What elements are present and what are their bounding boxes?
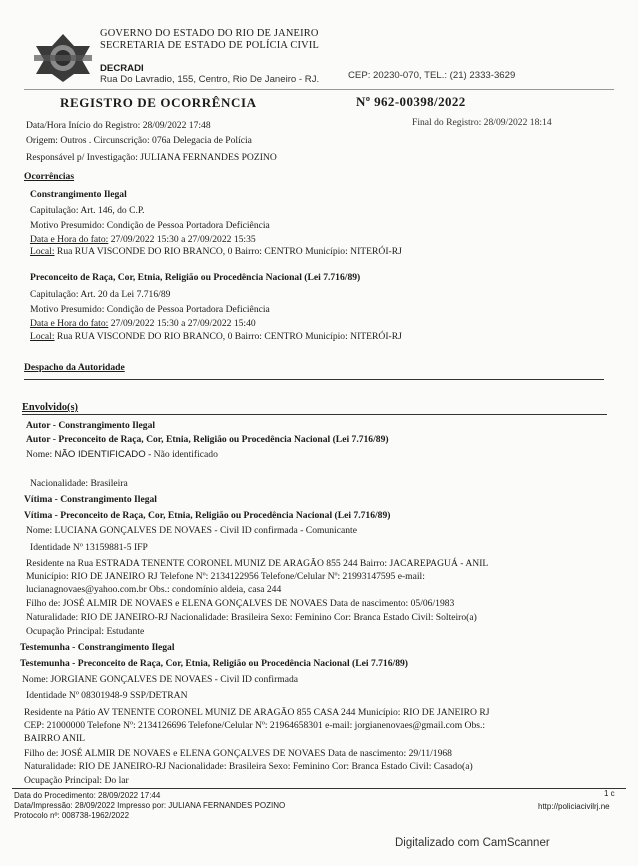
footer-procedimento: Data do Procedimento: 28/09/2022 17:44 <box>14 791 161 800</box>
testemunha-ocupacao: Ocupação Principal: Do lar <box>24 775 129 786</box>
footer-url: http://policiacivilrj.ne <box>538 802 610 811</box>
testemunha-nome: Nome: JORGIANE GONÇALVES DE NOVAES - Civil ID confirmada <box>22 674 299 685</box>
vitima-residencia-3: lucianagnovaes@yahoo.com.br Obs.: condomínio aldeia, casa 244 <box>26 584 282 595</box>
vitima-ocupacao: Ocupação Principal: Estudante <box>26 626 145 637</box>
testemunha-filiacao: Filho de: JOSÉ ALMIR DE NOVAES e ELENA GONÇALVES DE NOVAES Data de nascimento: 29/11/1968 <box>24 748 452 759</box>
ocorrencia-2-capitulacao: Capitulação: Art. 20 da Lei 7.716/89 <box>30 289 171 300</box>
footer-protocolo: Protocolo nº: 008738-1962/2022 <box>14 811 130 820</box>
ocorrencia-2-data: Data e Hora do fato: 27/09/2022 15:30 a 27/09/2022 15:40 <box>30 318 256 329</box>
autor-2: Autor - Preconceito de Raça, Cor, Etnia, Religião ou Procedência Nacional (Lei 7.716/89) <box>26 434 389 445</box>
autor-1: Autor - Constrangimento Ilegal <box>26 420 156 431</box>
testemunha-naturalidade: Naturalidade: RIO DE JANEIRO-RJ Nacionalidade: Brasileira Sexo: Feminino Cor: Branca Estado Civil: Casado(a) <box>24 761 473 772</box>
envolvidos-rule <box>22 414 607 415</box>
meta-responsavel: Responsável p/ Investigação: JULIANA FERNANDES POZINO <box>26 152 277 163</box>
testemunha-residencia-3: BAIRRO ANIL <box>24 733 86 744</box>
ocorrencia-1-capitulacao: Capitulação: Art. 146, do C.P. <box>30 205 145 216</box>
vitima-residencia-2: Município: RIO DE JANEIRO RJ Telefone Nº: 2134122956 Telefone/Celular Nº: 21993147595 e-mail: <box>26 571 425 582</box>
vitima-filiacao: Filho de: JOSÉ ALMIR DE NOVAES e ELENA GONÇALVES DE NOVAES Data de nascimento: 05/06/1983 <box>26 598 455 609</box>
testemunha-identidade: Identidade Nº 08301948-9 SSP/DETRAN <box>26 690 188 701</box>
ocorrencia-1-motivo: Motivo Presumido: Condição de Pessoa Portadora Deficiência <box>30 220 270 231</box>
camscanner-watermark: Digitalizado com CamScanner <box>395 837 550 849</box>
ocorrencia-1-data: Data e Hora do fato: 27/09/2022 15:30 a 27/09/2022 15:35 <box>30 234 256 245</box>
vitima-2: Vítima - Preconceito de Raça, Cor, Etnia, Religião ou Procedência Nacional (Lei 7.716/89) <box>24 510 391 521</box>
header-address: Rua Do Lavradio, 155, Centro, Rio De Janeiro - RJ. <box>100 74 320 85</box>
despacho-rule <box>24 379 604 380</box>
meta-origem: Origem: Outros . Circunscrição: 076a Delegacia de Polícia <box>26 135 252 146</box>
autor-nome: Nome: NÃO IDENTIFICADO - Não identificado <box>26 449 218 460</box>
vitima-1: Vítima - Constrangimento Ilegal <box>24 494 157 505</box>
autor-nacionalidade: Nacionalidade: Brasileira <box>30 478 128 489</box>
header-cep-tel: CEP: 20230-070, TEL.: (21) 2333-3629 <box>348 70 516 81</box>
testemunha-residencia-2: CEP: 21000000 Telefone Nº: 2134126696 Telefone/Celular Nº: 21964658301 e-mail: jorgianenovaes@gmail.com Obs.: <box>24 720 486 731</box>
testemunha-2: Testemunha - Preconceito de Raça, Cor, Etnia, Religião ou Procedência Nacional (Lei 7.716/89) <box>20 658 408 669</box>
despacho-heading: Despacho da Autoridade <box>24 362 125 373</box>
document-number: Nº 962-00398/2022 <box>356 94 466 109</box>
ocorrencia-2-title: Preconceito de Raça, Cor, Etnia, Religião ou Procedência Nacional (Lei 7.716/89) <box>30 272 361 283</box>
meta-start: Data/Hora Início do Registro: 28/09/2022 17:48 <box>26 120 211 131</box>
police-emblem-icon <box>30 32 96 84</box>
envolvidos-heading: Envolvido(s) <box>22 402 79 413</box>
vitima-naturalidade: Naturalidade: RIO DE JANEIRO-RJ Nacionalidade: Brasileira Sexo: Feminino Cor: Branca Estado Civil: Solteiro(a) <box>26 612 477 623</box>
footer-impressao: Data/Impressão: 28/09/2022 Impresso por: JULIANA FERNANDES POZINO <box>14 801 286 810</box>
ocorrencia-1-local: Local: Rua RUA VISCONDE DO RIO BRANCO, 0 Bairro: CENTRO Município: NITERÓI-RJ <box>30 246 402 257</box>
vitima-residencia-1: Residente na Rua ESTRADA TENENTE CORONEL MUNIZ DE ARAGÃO 855 244 Bairro: JACAREPAGUÁ - ANIL <box>26 558 489 569</box>
meta-end: Final do Registro: 28/09/2022 18:14 <box>412 117 552 128</box>
vitima-nome: Nome: LUCIANA GONÇALVES DE NOVAES - Civil ID confirmada - Comunicante <box>26 525 357 536</box>
ocorrencia-1-title: Constrangimento Ilegal <box>30 189 127 200</box>
header-rule <box>24 89 614 90</box>
ocorrencias-heading: Ocorrências <box>24 171 75 182</box>
testemunha-1: Testemunha - Constrangimento Ilegal <box>20 642 175 653</box>
footer-page: 1 c <box>604 789 615 798</box>
footer-rule <box>12 788 626 789</box>
document-title: REGISTRO DE OCORRÊNCIA <box>60 95 257 110</box>
header-unit: DECRADI <box>100 63 144 74</box>
testemunha-residencia-1: Residente na Pátio AV TENENTE CORONEL MUNIZ DE ARAGÃO 855 CASA 244 Município: RIO DE JANEIRO RJ <box>24 707 490 718</box>
ocorrencia-2-local: Local: Rua RUA VISCONDE DO RIO BRANCO, 0 Bairro: CENTRO Município: NITERÓI-RJ <box>30 331 402 342</box>
header-gov: GOVERNO DO ESTADO DO RIO DE JANEIRO <box>100 28 319 39</box>
header-secretaria: SECRETARIA DE ESTADO DE POLÍCIA CIVIL <box>100 40 320 51</box>
ocorrencia-2-motivo: Motivo Presumido: Condição de Pessoa Portadora Deficiência <box>30 304 270 315</box>
vitima-identidade: Identidade Nº 13159881-5 IFP <box>30 542 148 553</box>
